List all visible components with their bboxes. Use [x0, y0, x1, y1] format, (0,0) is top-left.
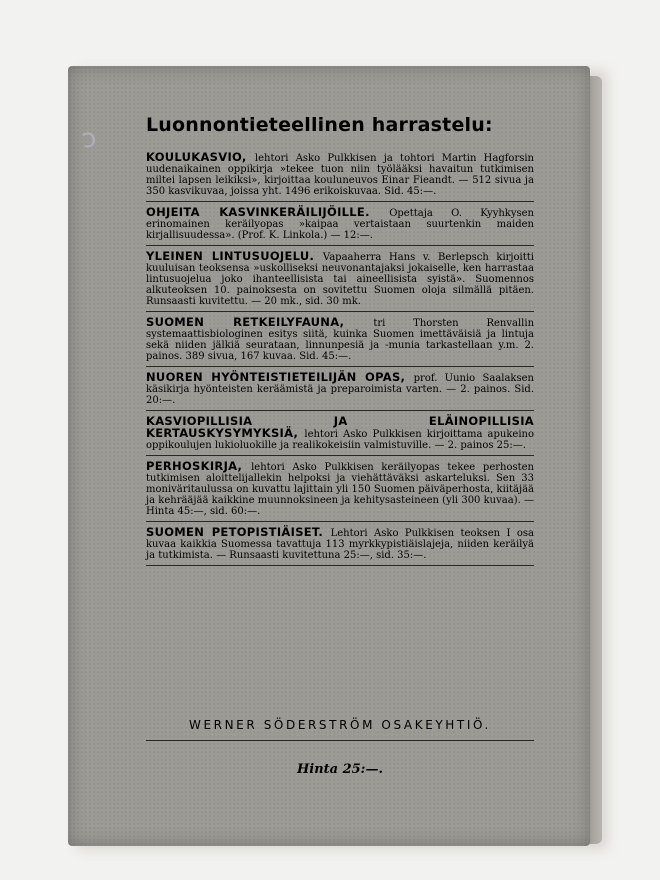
book-entry-text: tri Thorsten Renvallin systemaattisbiologinen esitys siitä, kuinka Suomen imettäväisiä ja lintuja sekä niiden jälkiä seurataan, linnunpesiä ja -munia tarkastellaan y.m. 2. painos. 389 sivua, 167 kuvaa. Sid. 45:—. — [146, 318, 535, 362]
book-entry-ohjeita — [146, 207, 534, 246]
book-entry-petopistiaiset — [146, 527, 534, 566]
page-heading: Luonnontieteellinen harrastelu: — [146, 114, 493, 136]
book-entry-text: lehtori Asko Pulkkisen keräilyopas tekee perhosten tutkimisen aloittelijallekin helpoksi ja viehättäväksi askarteluksi. Sen 33 moniväritaulussa on kuvattu lajittain yli 150 Suomen päiväperhosta, kiitäjää ja kehrääjää kaikkine muunnoksineen ja kehitysasteineen (yli 300 kuvaa). — Hinta 45:—, sid. 60:—. — [146, 462, 534, 517]
book-entry-perhoskirja — [146, 461, 534, 522]
book-entry-text: Vapaaherra Hans v. Berlepsch kirjoitti kuuluisan teoksensa »uskolliseksi neuvonantajaksi jokaiselle, ken harrastaa lintusuojelua joko ihanteellisista tai aineellisista syistä». Suomennos alkuteoksen 10. painoksesta on sovitettu Suomen oloja silmällä pitäen. Runsaasti kuvitettu. — 20 mk., sid. 30 mk. — [146, 252, 534, 307]
book-entry-text: lehtori Asko Pulkkisen ja tohtori Martin Hagforsin uudenaikainen oppikirja »tekee tuon niin työlääksi havaitun tutkimisen miltei lapsen leikiksi», kirjoittaa kouluneuvos Einar Fieandt. — 512 sivua ja 350 kasvikuvaa, joissa yht. 1496 erikoiskuvaa. Sid. 45:—. — [146, 153, 534, 197]
book-entry-kertauskysymyksia — [146, 416, 534, 456]
pencil-mark: ↄ — [79, 123, 96, 155]
book-entry-title: KASVIOPILLISIA JA ELÄINOPILLISIA KERTAUSKYSYMYKSIÄ, — [146, 414, 534, 440]
publisher-name: WERNER SÖDERSTRÖM OSAKEYHTIÖ. — [189, 718, 491, 732]
book-entry-koulukasvio — [146, 152, 534, 202]
book-entry-title: PERHOSKIRJA, — [146, 459, 252, 473]
divider — [146, 740, 534, 741]
price-label: Hinta 25:—. — [296, 762, 384, 777]
book-entry-hyonteistieteilija — [146, 372, 534, 411]
book-entry-retkeilyfauna — [146, 317, 534, 367]
book-entry-text: Opettaja O. Kyyhkysen erinomainen keräilyopas »kaipaa vertaistaan suurtenkin maiden kirjallisuudessa». (Prof. K. Linkola.) — 12:—. — [146, 208, 534, 241]
book-entry-title: YLEINEN LINTUSUOJELU. — [146, 249, 323, 263]
book-entry-text: Lehtori Asko Pulkkisen teoksen I osa kuvaa kaikkia Suomessa tavattuja 113 myrkkypistiäislajeja, niiden keräilyä ja tutkimista. — Runsaasti kuvitettuna 25:—, sid. 35:—. — [146, 528, 535, 561]
book-entry-title: NUOREN HYÖNTEISTIETEILIJÄN OPAS, — [146, 370, 414, 384]
book-entry-title: KOULUKASVIO, — [146, 150, 255, 164]
book-entry-title: SUOMEN RETKEILYFAUNA, — [146, 315, 374, 329]
book-entry-title: OHJEITA KASVINKERÄILIJÖILLE. — [146, 205, 390, 219]
book-entry-title: SUOMEN PETOPISTIÄISET. — [146, 525, 331, 539]
book-list — [146, 152, 534, 571]
book-entry-text: prof. Uunio Saalaksen käsikirja hyönteisten keräämistä ja preparoimista varten. — 2. painos. Sid. 20:—. — [146, 373, 534, 406]
book-entry-text: lehtori Asko Pulkkisen kirjoittama apukeino oppikoulujen lukioluokille ja realikokeisiin valmistuville. — 2. painos 25:—. — [146, 429, 534, 451]
book-entry-lintusuojelu — [146, 251, 534, 312]
